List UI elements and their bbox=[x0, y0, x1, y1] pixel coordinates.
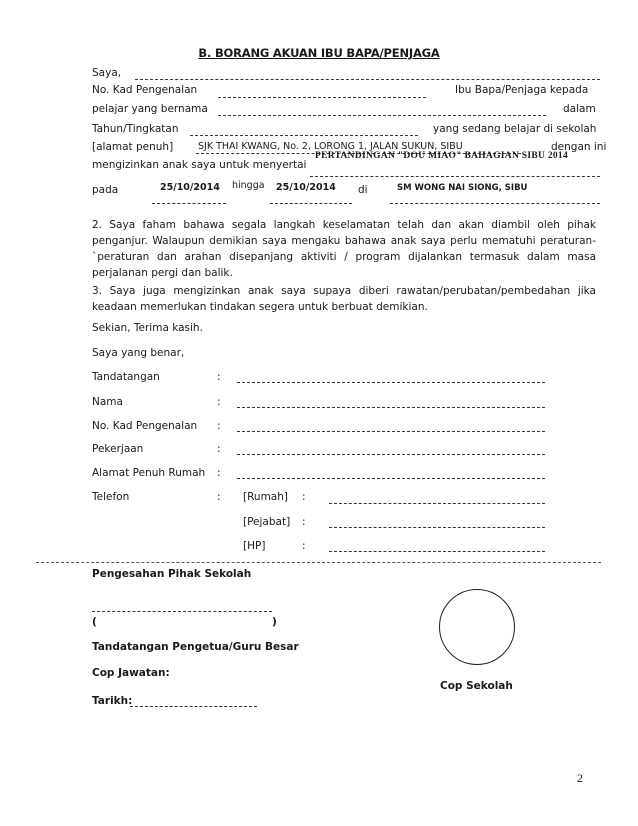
closing-saya-benar: Saya yang benar, bbox=[92, 347, 185, 359]
field-phone-hp[interactable] bbox=[329, 551, 545, 552]
school-address: SJK THAI KWANG, No. 2, LORONG 1, JALAN SUKUN, SIBU bbox=[198, 141, 463, 152]
field-venue[interactable] bbox=[390, 203, 600, 204]
label-saya: Saya, bbox=[92, 67, 122, 79]
colon: : bbox=[217, 491, 221, 503]
field-ic[interactable] bbox=[237, 431, 545, 432]
field-date-from[interactable] bbox=[152, 203, 226, 204]
label-pelajar: pelajar yang bernama bbox=[92, 103, 208, 115]
venue: SM WONG NAI SIONG, SIBU bbox=[397, 183, 528, 193]
colon: : bbox=[217, 443, 221, 455]
school-stamp-circle bbox=[439, 589, 515, 665]
colon: : bbox=[302, 540, 306, 552]
label-tandatangan: Tandatangan bbox=[92, 371, 160, 383]
event-name: PERTANDINGAN "DOU MIAO" BAHAGIAN SIBU 2014 bbox=[315, 151, 569, 161]
form-title: B. BORANG AKUAN IBU BAPA/PENJAGA bbox=[198, 46, 440, 60]
page-number: 2 bbox=[577, 771, 583, 785]
field-home-address[interactable] bbox=[237, 478, 545, 479]
field-occupation[interactable] bbox=[237, 454, 545, 455]
label-no-kp-2: No. Kad Pengenalan bbox=[92, 420, 198, 432]
field-parent-name[interactable] bbox=[135, 79, 600, 80]
field-date-to[interactable] bbox=[270, 203, 352, 204]
school-heading: Pengesahan Pihak Sekolah bbox=[92, 568, 252, 580]
date-from: 25/10/2014 bbox=[160, 182, 220, 193]
closing-sekian: Sekian, Terima kasih. bbox=[92, 322, 203, 334]
colon: : bbox=[217, 396, 221, 408]
field-tarikh[interactable] bbox=[130, 706, 257, 707]
field-phone-office[interactable] bbox=[329, 527, 545, 528]
label-dalam: dalam bbox=[563, 103, 596, 115]
label-nama: Nama bbox=[92, 396, 123, 408]
label-telefon: Telefon bbox=[92, 491, 130, 503]
field-signature[interactable] bbox=[237, 382, 545, 383]
colon: : bbox=[217, 467, 221, 479]
label-alamat-rumah: Alamat Penuh Rumah bbox=[92, 467, 206, 479]
label-ibu-bapa-kepada: Ibu Bapa/Penjaga kepada bbox=[455, 84, 589, 96]
colon: : bbox=[302, 516, 306, 528]
field-phone-home[interactable] bbox=[329, 503, 545, 504]
colon: : bbox=[217, 420, 221, 432]
field-name[interactable] bbox=[237, 407, 545, 408]
field-year[interactable] bbox=[190, 135, 418, 136]
label-pekerjaan: Pekerjaan bbox=[92, 443, 144, 455]
paren-close: ) bbox=[272, 616, 277, 628]
field-parent-ic[interactable] bbox=[218, 97, 426, 98]
label-no-kp: No. Kad Pengenalan bbox=[92, 84, 198, 96]
label-rumah: [Rumah] bbox=[243, 491, 288, 503]
label-pejabat: [Pejabat] bbox=[243, 516, 291, 528]
colon: : bbox=[217, 371, 221, 383]
tarikh-label: Tarikh: bbox=[92, 695, 133, 707]
label-mengizinkan: mengizinkan anak saya untuk menyertai bbox=[92, 159, 307, 171]
paren-open: ( bbox=[92, 616, 97, 628]
label-alamat: [alamat penuh] bbox=[92, 141, 174, 153]
label-pada: pada bbox=[92, 184, 119, 196]
principal-signature-label: Tandatangan Pengetua/Guru Besar bbox=[92, 641, 299, 653]
label-sedang-belajar: yang sedang belajar di sekolah bbox=[433, 123, 597, 135]
field-principal-name[interactable] bbox=[92, 611, 272, 612]
cop-sekolah-label: Cop Sekolah bbox=[440, 680, 513, 692]
label-hingga: hingga bbox=[232, 180, 265, 191]
paragraph-2: 2. Saya faham bahawa segala langkah keselamatan telah dan akan diambil oleh pihak penganjur. Walaupun demikian saya mengaku bahawa anak saya perlu mematuhi peraturan-`peraturan dan arahan disepanjang aktiviti / program dijalankan termasuk dalam masa perjalanan pergi dan balik. bbox=[92, 219, 596, 279]
date-to: 25/10/2014 bbox=[276, 182, 336, 193]
label-tahun: Tahun/Tingkatan bbox=[92, 123, 179, 135]
field-student-name[interactable] bbox=[218, 115, 546, 116]
paragraph-3: 3. Saya juga mengizinkan anak saya supaya diberi rawatan/perubatan/pembedahan jika keadaan memerlukan tindakan segera untuk berbuat demikian. bbox=[92, 285, 596, 313]
section-divider bbox=[36, 562, 601, 563]
label-hp: [HP] bbox=[243, 540, 266, 552]
field-event[interactable] bbox=[310, 176, 600, 177]
cop-jawatan-label: Cop Jawatan: bbox=[92, 667, 170, 679]
label-di: di bbox=[358, 184, 368, 196]
label-dengan-ini: dengan ini bbox=[551, 141, 607, 153]
colon: : bbox=[302, 491, 306, 503]
